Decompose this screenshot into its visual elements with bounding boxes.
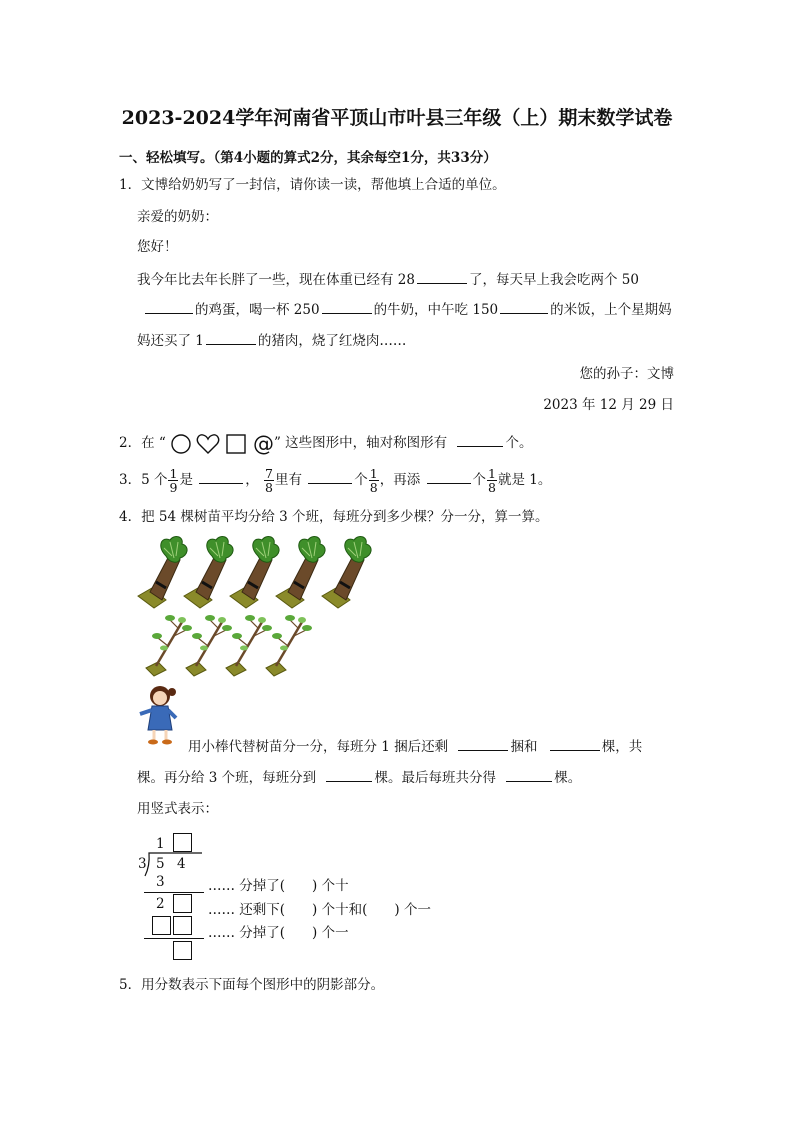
letter-text: 的鸡蛋，喝一杯 250 [195,302,320,318]
single-sapling [186,615,232,676]
denominator: 9 [169,480,178,495]
q1-salutation: 亲爱的奶奶： [137,209,218,225]
fraction [487,467,497,494]
letter-text: 妈还买了 1 [137,333,204,349]
q3-line [119,467,551,494]
answer-blank[interactable] [308,469,352,484]
q1-signature: 您的孙子：文博 [579,366,674,382]
at-sign-icon: @ [252,431,274,456]
q2-text: 个。 [505,435,533,451]
girl-illustration [138,684,184,746]
q2-text: ” 这些图形中，轴对称图形有 [273,435,448,451]
letter-text: 的牛奶，中午吃 150 [373,302,499,318]
step-note: …… 还剩下( ) 个十和( ) 个一 [208,902,431,918]
heart-icon [196,433,220,455]
answer-blank[interactable] [427,469,471,484]
denominator: 8 [369,480,378,495]
numerator: 1 [488,466,496,481]
fraction [264,467,274,494]
q5-stem: 5．用分数表示下面每个图形中的阴影部分。 [119,977,385,993]
answer-blank[interactable] [326,767,372,782]
sapling-bundle [230,537,279,608]
q1-letter-line-1 [137,269,639,290]
sapling-bundle [138,537,187,608]
q4-text: 棵。再分给 3 个班，每班分到 [137,770,317,786]
numerator: 1 [169,466,178,481]
q1-letter-line-3 [137,330,406,351]
single-sapling [146,615,192,676]
quotient-tens: 1 [156,836,165,852]
division-bracket [144,852,204,878]
answer-box[interactable] [173,894,192,913]
sapling-bundle [184,537,233,608]
remainder-tens: 2 [156,896,165,912]
division-rule [144,892,204,893]
denominator: 8 [265,480,273,495]
q1-stem: 1．文博给奶奶写了一封信，请你读一读，帮他填上合适的单位。 [119,177,506,193]
q4-sentence-1 [188,736,642,757]
step-note: …… 分掉了( ) 个十 [208,878,349,894]
single-sapling [266,615,312,676]
q4-text: 棵，共 [601,739,643,755]
fraction [369,467,379,494]
q3-text: 3．5 个 [119,472,168,488]
vertical-form-label: 用竖式表示： [137,801,218,817]
q3-text: 个 [354,472,368,488]
answer-blank[interactable] [506,767,552,782]
unit-blank[interactable] [206,330,256,345]
answer-blank[interactable] [457,432,503,447]
q3-text: 个 [472,472,487,488]
numerator: 7 [265,466,273,481]
step-note: …… 分掉了( ) 个一 [208,925,349,941]
circle-icon [170,433,192,455]
page-title: 2023-2024学年河南省平顶山市叶县三年级（上）期末数学试卷 [121,107,673,129]
sapling-bundle [276,537,325,608]
numerator: 1 [369,466,378,481]
divisor: 3 [138,856,147,872]
q4-text: 棵。 [554,770,582,786]
sapling-bundle [322,537,371,608]
letter-text: 了，每天早上我会吃两个 50 [468,272,639,288]
q4-text: 棵。最后每班共分得 [374,770,496,786]
q4-text: 捆和 [510,739,538,755]
q4-stem: 4．把 54 棵树苗平均分给 3 个班，每班分到多少棵？分一分，算一算。 [119,509,549,525]
square-icon [225,433,247,455]
unit-blank[interactable] [500,299,548,314]
answer-blank[interactable] [550,736,600,751]
q4-text: 用小棒代替树苗分一分，每班分 1 捆后还剩 [188,739,449,755]
answer-blank[interactable] [199,469,243,484]
answer-box[interactable] [173,941,192,960]
q1-letter-line-2 [143,299,672,320]
fraction [168,467,178,494]
answer-box[interactable] [173,916,192,935]
division-rule [144,938,204,939]
q3-text: 是 [179,472,193,488]
denominator: 8 [488,480,496,495]
q3-text: 里有 [274,472,302,488]
letter-text: 的猪肉，烧了红烧肉…… [257,333,407,349]
unit-blank[interactable] [417,269,467,284]
section-heading-1: 一、轻松填写。（第4小题的算式2分，其余每空1分，共33分） [119,150,497,166]
unit-blank[interactable] [322,299,372,314]
q2-text: 2．在 “ [119,435,166,451]
answer-blank[interactable] [458,736,508,751]
answer-box[interactable] [173,833,192,852]
q3-text: ， [245,472,259,488]
letter-text: 的米饭，上个星期妈 [550,302,672,318]
tree-sapling-illustration [136,532,386,682]
dividend-tens: 5 [156,856,165,872]
letter-text: 我今年比去年长胖了一些，现在体重已经有 28 [137,272,415,288]
product-tens: 3 [156,874,165,890]
dividend-ones: 4 [177,856,186,872]
q4-sentence-2 [137,767,581,788]
q1-date: 2023 年 12 月 29 日 [543,397,674,413]
q2-line [119,432,532,455]
unit-blank[interactable] [145,299,193,314]
q3-text: ，再添 [379,472,421,488]
q1-greeting: 您好！ [137,239,178,255]
single-sapling [226,615,272,676]
answer-box[interactable] [152,916,171,935]
q3-text: 就是 1。 [497,472,552,488]
